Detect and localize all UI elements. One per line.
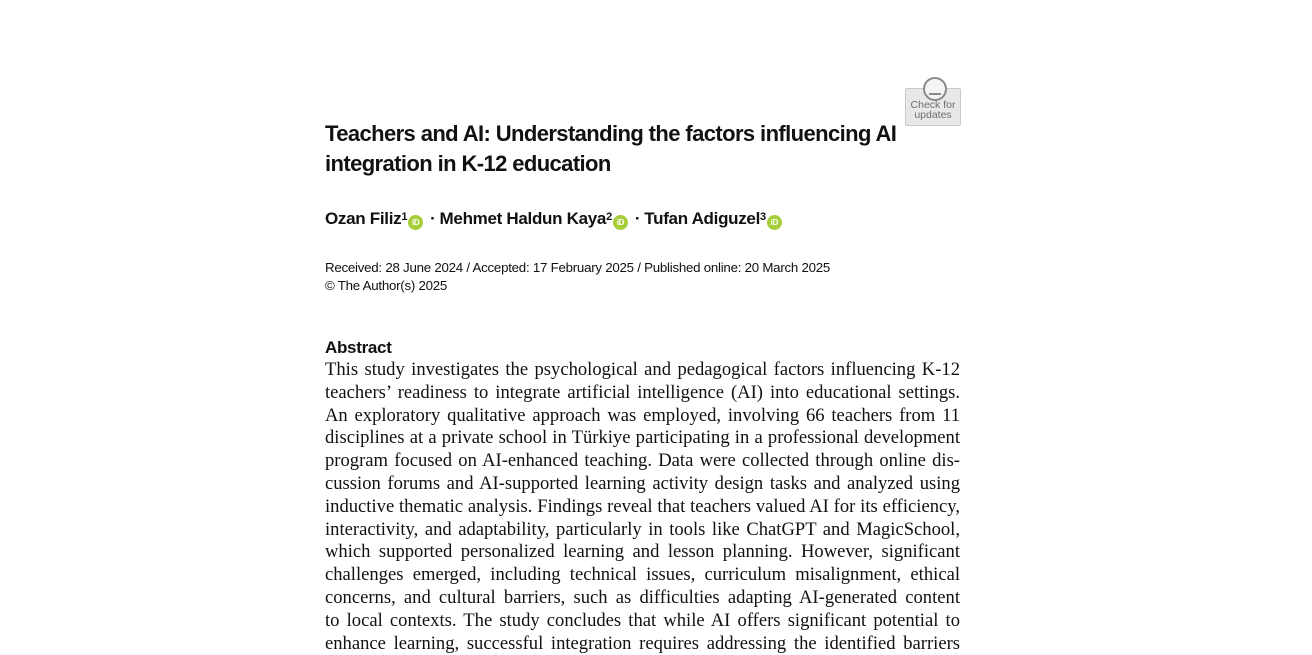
badge-line-1: Check for: [910, 99, 956, 111]
article-title: Teachers and AI: Understanding the factors influencing AI integration in K-12 education: [325, 121, 897, 176]
abstract-line: interactivity, and adaptability, particularly in tools like ChatGPT and MagicSchool,: [325, 518, 960, 540]
abstract-heading: Abstract: [325, 338, 392, 357]
check-for-updates-badge[interactable]: [905, 88, 961, 126]
author-affiliation-number: 3: [760, 211, 766, 223]
author-list: [325, 207, 785, 231]
orcid-icon[interactable]: iD: [767, 215, 782, 230]
abstract-line: program focused on AI-enhanced teaching. Data were collected through online dis-: [325, 450, 960, 472]
abstract-line: cussion forums and AI-supported learning activity design tasks and analyzed using: [325, 472, 960, 494]
abstract-line: teachers’ readiness to integrate artificial intelligence (AI) into educational settings.: [325, 381, 960, 403]
orcid-icon[interactable]: iD: [613, 215, 628, 230]
abstract-line: disciplines at a private school in Türkiye participating in a professional development: [325, 427, 960, 449]
author-separator: ·: [634, 209, 641, 228]
abstract-line: This study investigates the psychological and pedagogical factors influencing K-12: [325, 359, 960, 380]
abstract-line: challenges emerged, including technical issues, curriculum misalignment, ethical: [325, 564, 960, 586]
author-name: Tufan Adiguzel: [644, 209, 761, 228]
author-name: Ozan Filiz: [325, 209, 402, 228]
author-affiliation-number: 1: [401, 211, 408, 223]
abstract-line: An exploratory qualitative approach was employed, involving 66 teachers from 11: [325, 404, 960, 426]
abstract-line: to local contexts. The study concludes that while AI offers significant potential to: [325, 609, 960, 631]
crossmark-icon: [923, 77, 947, 101]
copyright-line: © The Author(s) 2025: [325, 278, 448, 293]
check-for-updates-text: [906, 100, 960, 120]
abstract-line: inductive thematic analysis. Findings reveal that teachers valued AI for its efficiency,: [325, 495, 960, 517]
abstract-line: concerns, and cultural barriers, such as difficulties adapting AI-generated content: [325, 586, 960, 608]
author-name: Mehmet Haldun Kaya: [439, 209, 607, 228]
badge-line-2: updates: [914, 109, 952, 121]
author-affiliation-number: 2: [606, 211, 612, 223]
abstract-line: enhance learning, successful integration requires addressing the identified barriers: [325, 632, 960, 654]
publication-dates: [325, 259, 830, 295]
author-separator: ·: [430, 209, 436, 228]
abstract-line: which supported personalized learning and lesson planning. However, significant: [325, 541, 960, 563]
history-dates: Received: 28 June 2024 / Accepted: 17 February 2025 / Published online: 20 March 2025: [325, 260, 831, 275]
abstract-text: [325, 359, 960, 655]
orcid-icon[interactable]: iD: [408, 215, 423, 230]
